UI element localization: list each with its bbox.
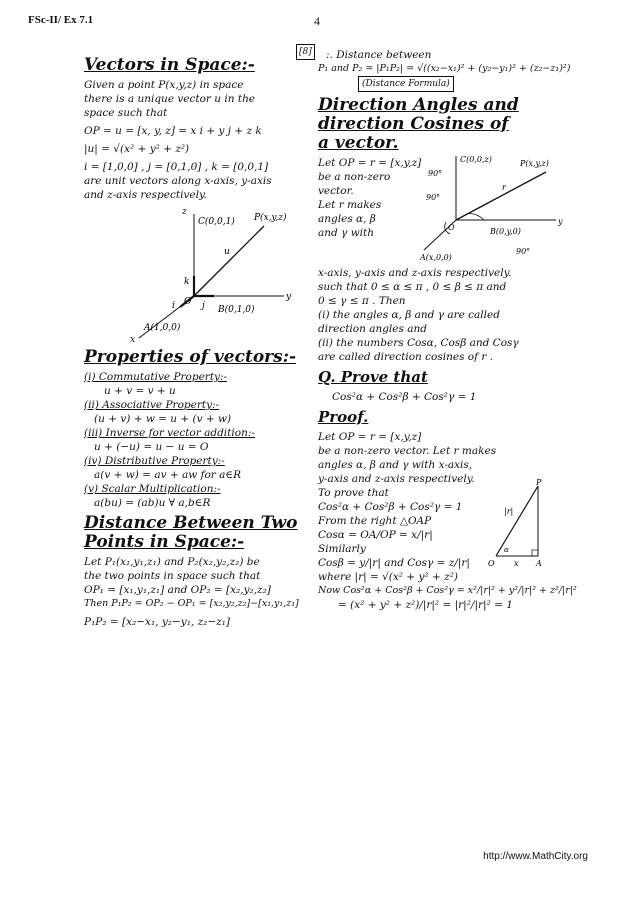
- angle-90-label: 90°: [428, 169, 443, 178]
- intro-line: space such that: [84, 107, 168, 119]
- direction-title-line3: a vector.: [318, 133, 399, 153]
- distance-between-text: :. Distance between: [326, 49, 432, 61]
- intro-line: there is a unique vector u in the: [84, 93, 256, 105]
- proof-line: Cosβ = y/|r| and Cosγ = z/|r|: [318, 557, 470, 569]
- distance-title-line1: Distance Between Two: [84, 513, 298, 533]
- property-formula: (u + v) + w = u + (v + w): [94, 413, 232, 425]
- property-formula: u + (−u) = u − u = O: [94, 441, 209, 453]
- point-c-label: C(0,0,1): [198, 217, 235, 227]
- property-name: (i) Commutative Property:-: [84, 371, 228, 383]
- direction-text: Let r makes: [318, 199, 382, 211]
- direction-title-line1: Direction Angles and: [318, 95, 519, 115]
- origin-label: O: [184, 297, 192, 307]
- header-left: FSc-II/ Ex 7.1: [28, 14, 94, 26]
- properties-title: Properties of vectors:-: [84, 347, 297, 367]
- point-a-label: A: [536, 559, 542, 568]
- page-number: 4: [314, 14, 320, 28]
- proof-line: be a non-zero vector. Let r makes: [318, 445, 497, 457]
- point-p-label: P: [536, 478, 542, 487]
- point-p-label: P(x,y,z): [254, 213, 287, 223]
- distance-formula-label: (Distance Formula): [358, 76, 454, 92]
- prove-title: Q. Prove that: [318, 368, 428, 386]
- z-axis-label: z: [182, 207, 187, 217]
- prove-formula: Cos²α + Cos²β + Cos²γ = 1: [332, 391, 477, 403]
- point-b-label: B(0,y,0): [490, 227, 521, 236]
- alpha-label: α: [504, 546, 509, 554]
- k-label: k: [184, 277, 190, 287]
- left-column: [84, 52, 314, 629]
- direction-text: and γ with: [318, 227, 375, 239]
- origin-label: O: [488, 559, 495, 568]
- direction-title-line2: direction Cosines of: [318, 114, 509, 134]
- r-magnitude-label: |r|: [504, 507, 514, 516]
- distance-line: Then P₁P₂ = OP₂ − OP₁ = [x₂,y₂,z₂]−[x₁,y₁,z₁]: [84, 598, 299, 609]
- property-name: (iii) Inverse for vector addition:-: [84, 427, 255, 439]
- direction-text: (i) the angles α, β and γ are called: [318, 309, 500, 321]
- direction-text: be a non-zero: [318, 171, 391, 183]
- j-label: j: [202, 301, 205, 311]
- vector-u-label: u: [224, 247, 230, 257]
- proof-line: To prove that: [318, 487, 389, 499]
- distance-title-line2: Points in Space:-: [84, 532, 245, 552]
- point-b-label: B(0,1,0): [218, 305, 255, 315]
- direction-text: direction angles and: [318, 323, 427, 335]
- y-axis-label: y: [558, 217, 563, 226]
- property-name: (iv) Distributive Property:-: [84, 455, 225, 467]
- direction-text: such that 0 ≤ α ≤ π , 0 ≤ β ≤ π and: [318, 281, 507, 293]
- magnitude-formula: |u| = √(x² + y² + z²): [84, 143, 190, 155]
- proof-line: From the right △OAP: [318, 515, 432, 527]
- distance-line: Let P₁(x₁,y₁,z₁) and P₂(x₂,y₂,z₂) be: [84, 556, 260, 568]
- vector-r-label: r: [502, 183, 506, 192]
- proof-line: = (x² + y² + z²)/|r|² = |r|²/|r|² = 1: [338, 599, 513, 611]
- proof-line: Now Cos²α + Cos²β + Cos²γ = x²/|r|² + y²/|r|² + z²/|r|²: [318, 585, 577, 596]
- proof-line: Cos²α + Cos²β + Cos²γ = 1: [318, 501, 463, 513]
- top-mark: [8]: [296, 44, 315, 60]
- direction-text: x-axis, y-axis and z-axis respectively.: [318, 267, 512, 279]
- angle-90-label: 90°: [516, 247, 531, 256]
- coordinate-axes-figure: [84, 204, 304, 344]
- direction-text: (ii) the numbers Cosα, Cosβ and Cosγ: [318, 337, 519, 349]
- proof-line: angles α, β and γ with x-axis,: [318, 459, 473, 471]
- unit-vectors-formula: i = [1,0,0] , j = [0,1,0] , k = [0,0,1]: [84, 161, 269, 173]
- footer-url: http://www.MathCity.org: [483, 851, 588, 862]
- vectors-in-space-title: Vectors in Space:-: [84, 55, 255, 75]
- intro-line: Given a point P(x,y,z) in space: [84, 79, 244, 91]
- distance-line: the two points in space such that: [84, 570, 261, 582]
- angle-90-label: 90°: [426, 193, 441, 202]
- right-column: [299, 47, 577, 612]
- proof-line: where |r| = √(x² + y² + z²): [318, 571, 458, 583]
- proof-line: Similarly: [318, 543, 366, 555]
- property-formula: a(v + w) = av + aw for a∈R: [94, 469, 242, 481]
- proof-title: Proof.: [318, 408, 369, 426]
- direction-text: vector.: [318, 185, 354, 197]
- direction-text: are called direction cosines of r .: [318, 351, 494, 363]
- position-vector-formula: OP = u = [x, y, z] = x i + y j + z k: [84, 125, 262, 137]
- property-formula: a(bu) = (ab)u ∀ a,b∈R: [94, 497, 211, 509]
- right-triangle-figure: [486, 478, 556, 568]
- proof-line: y-axis and z-axis respectively.: [318, 473, 475, 485]
- proof-line: Cosα = OA/OP = x/|r|: [318, 529, 433, 541]
- x-axis-label: x: [130, 335, 136, 344]
- y-axis-label: y: [286, 292, 292, 302]
- property-name: (ii) Associative Property:-: [84, 399, 220, 411]
- distance-formula: P₁ and P₂ = |P₁P₂| = √((x₂−x₁)² + (y₂−y₁)² + (z₂−z₁)²): [318, 63, 571, 74]
- proof-line: Let OP = r = [x,y,z]: [318, 431, 422, 443]
- direction-text: Let OP = r = [x,y,z]: [318, 157, 422, 169]
- direction-angles-figure: [406, 150, 566, 268]
- point-p-label: P(x,y,z): [520, 159, 549, 168]
- direction-text: angles α, β: [318, 213, 376, 225]
- intro-line: are unit vectors along x-axis, y-axis: [84, 175, 272, 187]
- x-label: x: [514, 559, 519, 568]
- i-label: i: [172, 301, 175, 311]
- intro-line: and z-axis respectively.: [84, 189, 207, 201]
- direction-text: 0 ≤ γ ≤ π . Then: [318, 295, 406, 307]
- property-formula: u + v = v + u: [104, 385, 176, 397]
- point-c-label: C(0,0,z): [460, 155, 492, 164]
- distance-line: P₁P₂ = [x₂−x₁, y₂−y₁, z₂−z₁]: [84, 616, 230, 628]
- origin-label: O: [448, 223, 455, 232]
- distance-line: OP₁ = [x₁,y₁,z₁] and OP₂ = [x₂,y₂,z₂]: [84, 584, 271, 596]
- point-a-label: A(1,0,0): [144, 323, 181, 333]
- property-name: (v) Scalar Multiplication:-: [84, 483, 221, 495]
- point-a-label: A(x,0,0): [420, 253, 452, 262]
